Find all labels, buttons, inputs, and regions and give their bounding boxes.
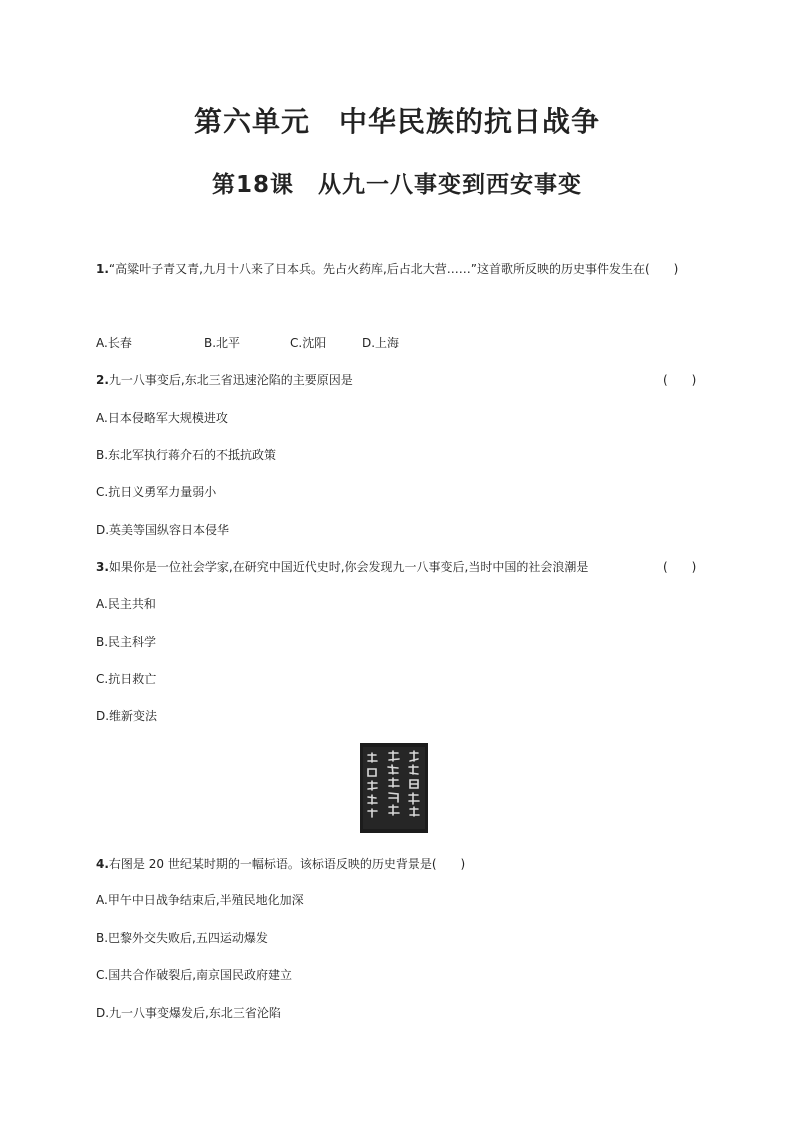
option-a: A.民主共和 <box>96 597 156 611</box>
option-a: A.甲午中日战争结束后,半殖民地化加深 <box>96 893 304 907</box>
question-3 <box>96 559 588 575</box>
question-text: “高粱叶子青又青,九月十八来了日本兵。先占火药库,后占北大营……”这首歌所反映的历史事件发生在( ) <box>108 262 679 276</box>
option-c: C.抗日救亡 <box>96 672 157 686</box>
question-text: 右图是 20 世纪某时期的一幅标语。该标语反映的历史背景是( ) <box>108 857 466 871</box>
question-number: 4. <box>96 857 109 871</box>
question-number: 3. <box>96 560 109 574</box>
option-c: C.国共合作破裂后,南京国民政府建立 <box>96 968 293 982</box>
option-a: A.长春 <box>96 336 132 350</box>
option-d: D.英美等国纵容日本侵华 <box>96 523 230 537</box>
option-d: D.维新变法 <box>96 709 158 723</box>
question-text: 如果你是一位社会学家,在研究中国近代史时,你会发现九一八事变后,当时中国的社会浪潮是 <box>108 560 589 574</box>
option-c: C.沈阳 <box>290 336 327 350</box>
question-1-options <box>96 335 399 351</box>
answer-blank: ( ) <box>663 560 697 574</box>
question-number: 1. <box>96 262 109 276</box>
option-b: B.民主科学 <box>96 635 157 649</box>
unit-title: 第六单元 中华民族的抗日战争 <box>193 105 600 138</box>
option-b: B.北平 <box>204 336 241 350</box>
option-d: D.九一八事变爆发后,东北三省沦陷 <box>96 1006 281 1020</box>
option-b: B.东北军执行蒋介石的不抵抗政策 <box>96 448 277 462</box>
question-number: 2. <box>96 373 109 387</box>
option-c: C.抗日义勇军力量弱小 <box>96 485 217 499</box>
option-a: A.日本侵略军大规模进攻 <box>96 411 228 425</box>
question-1 <box>96 261 678 277</box>
lesson-title: 第18课 从九一八事变到西安事变 <box>211 172 582 198</box>
option-b: B.巴黎外交失败后,五四运动爆发 <box>96 931 268 945</box>
question-2 <box>96 372 353 388</box>
slogan-photo <box>360 743 428 833</box>
question-text: 九一八事变后,东北三省迅速沦陷的主要原因是 <box>108 373 353 387</box>
option-d: D.上海 <box>362 336 400 350</box>
slogan-photo-image <box>360 743 428 833</box>
answer-blank: ( ) <box>663 373 697 387</box>
question-4 <box>96 856 465 872</box>
